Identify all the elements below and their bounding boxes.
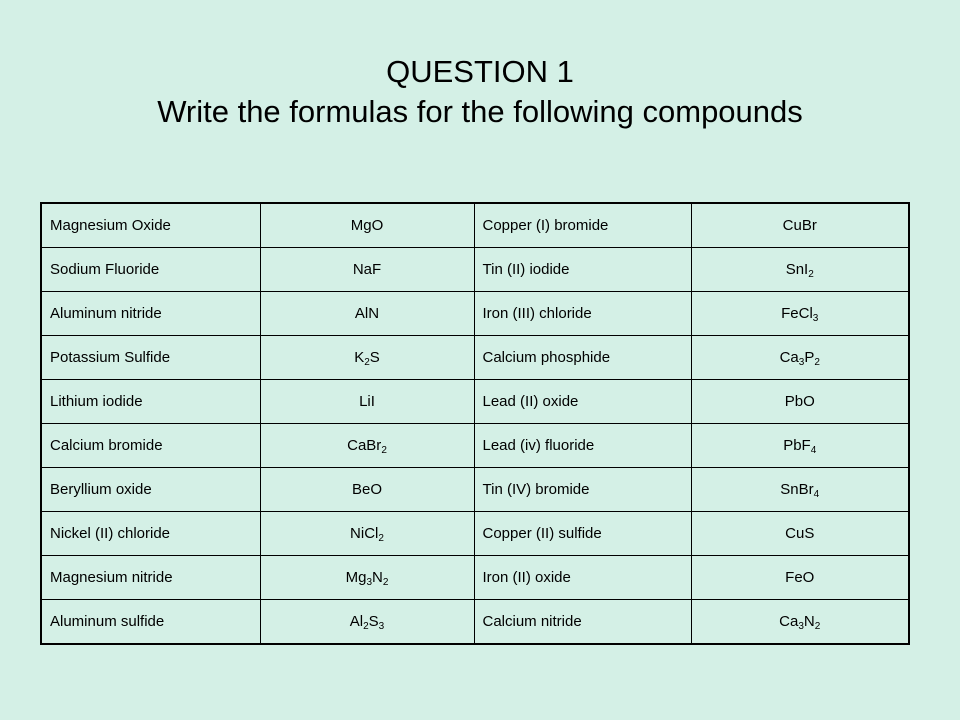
table-row [41,336,909,380]
compound-name-cell: Lead (II) oxide [474,380,691,424]
formula-cell: $Al_2S_3$ [260,600,474,645]
compound-name-cell: Lead (iv) fluoride [474,424,691,468]
formula-subscript: 2 [814,621,821,632]
formula-subscript: 3 [378,621,385,632]
formula-cell: $K_2S$ [260,336,474,380]
table-row [41,556,909,600]
compound-name-cell: Lithium iodide [41,380,260,424]
compound-name-cell: Magnesium Oxide [41,203,260,248]
formula-cell: CaBr$_2$ [260,424,474,468]
compound-name-cell: Copper (I) bromide [474,203,691,248]
table-row [41,292,909,336]
formula-cell: NiCl$_2$ [260,512,474,556]
formula-subscript: 2 [382,577,389,588]
compound-name-cell: Iron (II) oxide [474,556,691,600]
compound-name-cell: Tin (IV) bromide [474,468,691,512]
formula-cell: FeO [691,556,909,600]
compound-name-cell: Beryllium oxide [41,468,260,512]
table-row [41,248,909,292]
formula-cell: BeO [260,468,474,512]
formula-subscript: 3 [366,577,372,588]
compound-name-cell: Calcium phosphide [474,336,691,380]
compound-name-cell: Calcium bromide [41,424,260,468]
formula-subscript: 3 [812,313,819,324]
formula-cell: $Ca_3P_2$ [691,336,909,380]
formula-cell: NaF [260,248,474,292]
formula-cell: FeCl$_3$ [691,292,909,336]
formula-cell: $Mg_3N_2$ [260,556,474,600]
formula-subscript: 2 [363,621,369,632]
formula-subscript: 2 [381,445,387,456]
formula-subscript: 2 [814,357,820,368]
formula-cell: PbO [691,380,909,424]
formula-cell: MgO [260,203,474,248]
formula-cell: LiI [260,380,474,424]
table-row [41,468,909,512]
formula-subscript: 4 [810,445,817,456]
formula-subscript: 3 [798,357,805,368]
formula-subscript: 3 [798,621,804,632]
compound-name-cell: Potassium Sulfide [41,336,260,380]
compound-name-cell: Tin (II) iodide [474,248,691,292]
compound-name-cell: Magnesium nitride [41,556,260,600]
compound-name-cell: Copper (II) sulfide [474,512,691,556]
compound-name-cell: Calcium nitride [474,600,691,645]
slide-title [0,52,960,132]
compound-name-cell: Sodium Fluoride [41,248,260,292]
table-row [41,600,909,645]
question-instruction: Write the formulas for the following compounds [157,94,803,129]
table-row [41,203,909,248]
formula-cell: AlN [260,292,474,336]
formula-cell: $Ca_3N_2$ [691,600,909,645]
formula-subscript: 4 [813,489,820,500]
table-row [41,424,909,468]
question-heading: QUESTION 1 [386,54,574,89]
formula-cell: PbF$_4$ [691,424,909,468]
formula-subscript: 2 [808,269,814,280]
compounds-table-body [41,203,909,644]
formula-subscript: 2 [378,533,384,544]
table-row [41,380,909,424]
compound-name-cell: Nickel (II) chloride [41,512,260,556]
formula-subscript: 2 [364,357,370,368]
formula-cell: SnI$_2$ [691,248,909,292]
compounds-table [40,202,910,645]
formula-cell: CuS [691,512,909,556]
table-row [41,512,909,556]
compound-name-cell: Iron (III) chloride [474,292,691,336]
compound-name-cell: Aluminum sulfide [41,600,260,645]
formula-cell: SnBr$_4$ [691,468,909,512]
formula-cell: CuBr [691,203,909,248]
compound-name-cell: Aluminum nitride [41,292,260,336]
